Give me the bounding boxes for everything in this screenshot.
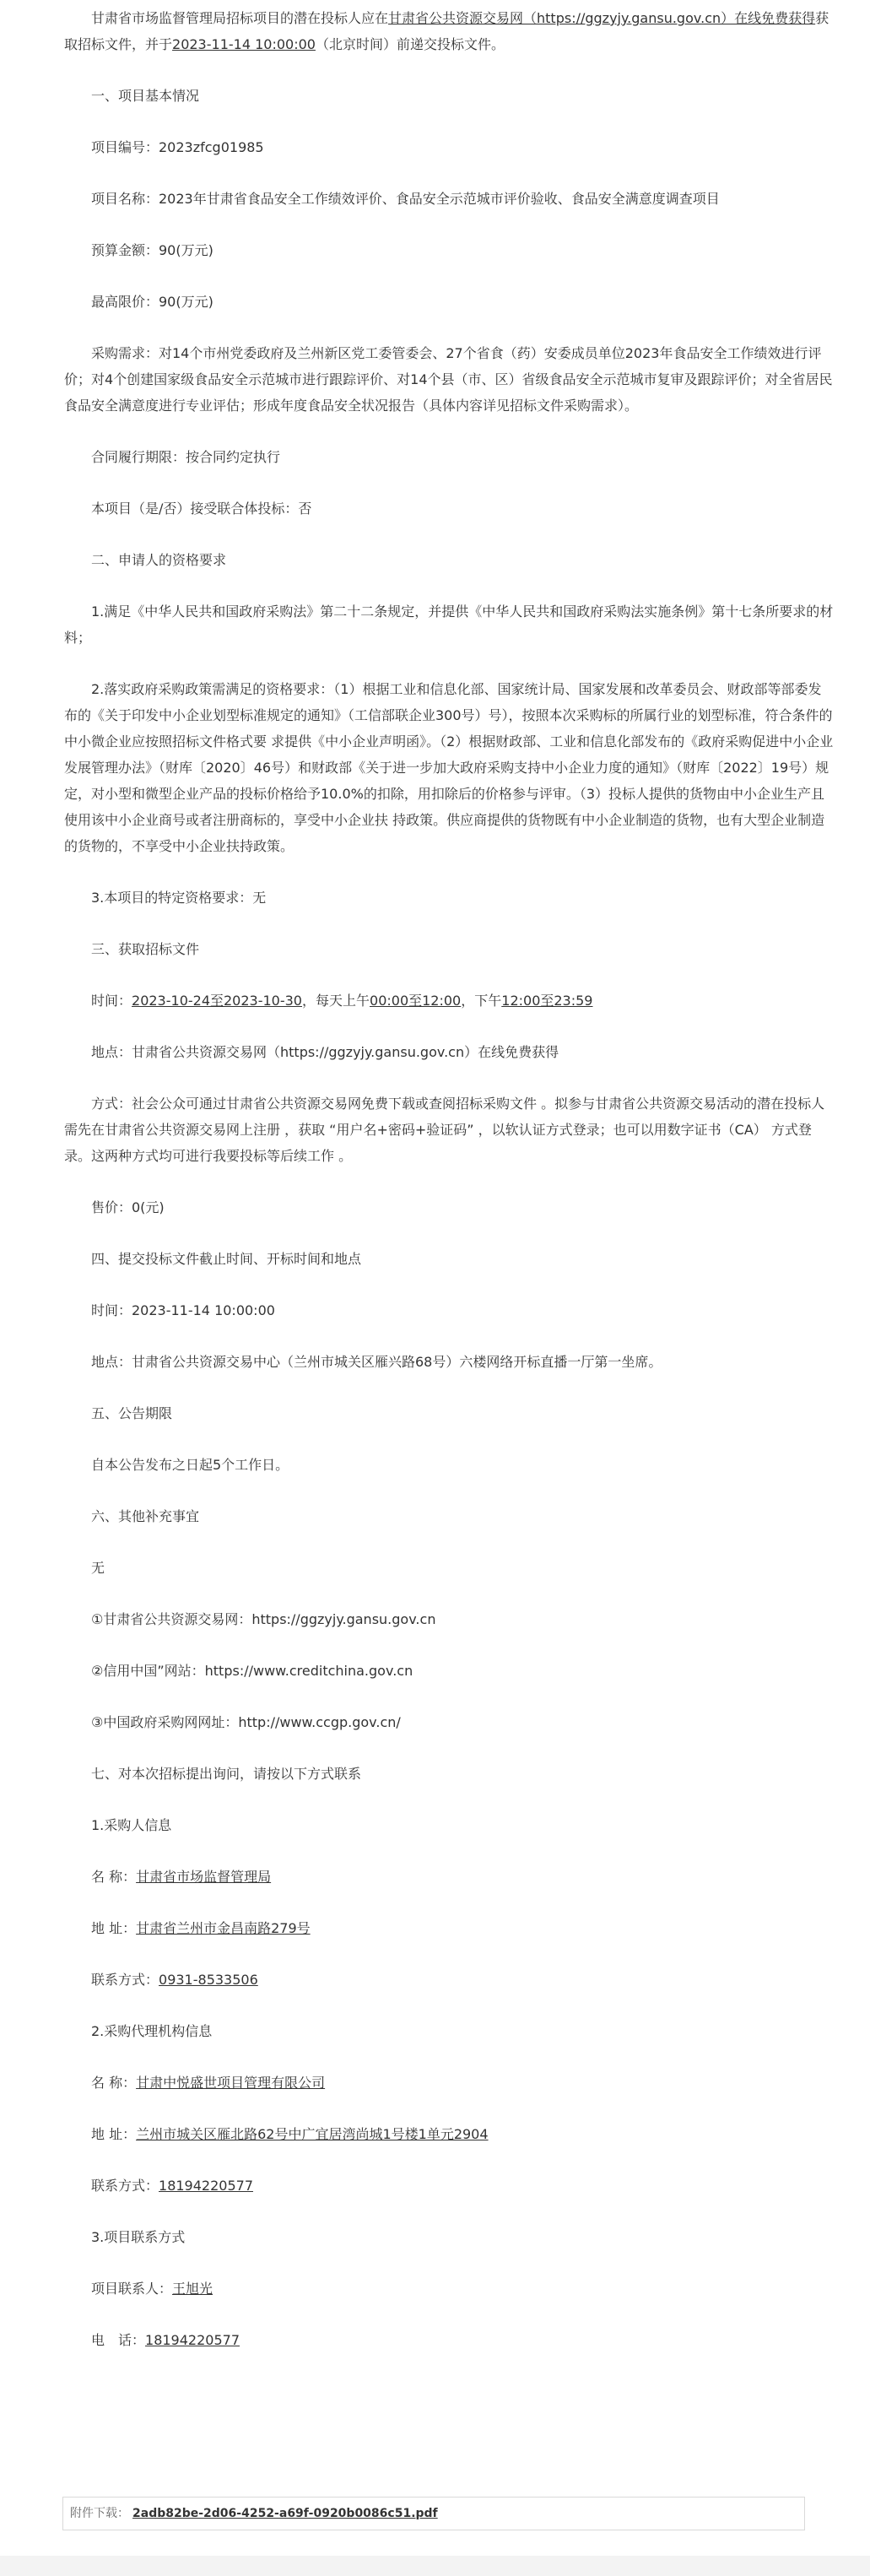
agent-name-value: 甘肃中悦盛世项目管理有限公司 <box>136 2075 326 2091</box>
section-heading-1: 一、项目基本情况 <box>91 88 200 104</box>
contact-person-label: 项目联系人： <box>91 2281 173 2297</box>
project-number: 项目编号：2023zfcg01985 <box>91 139 264 155</box>
max-price: 最高限价：90(万元) <box>91 294 213 310</box>
agent-address-value: 兰州市城关区雁北路62号中广宜居湾尚城1号楼1单元2904 <box>136 2126 489 2142</box>
agent-title: 2.采购代理机构信息 <box>91 2023 213 2039</box>
contact-person <box>64 2276 834 2302</box>
acquire-time <box>64 988 834 1014</box>
agent-name-label: 名 称： <box>91 2075 137 2091</box>
agent-phone <box>64 2173 834 2199</box>
budget-amount: 预算金额：90(万元) <box>91 242 213 258</box>
acquire-method: 方式：社会公众可通过甘肃省公共资源交易网免费下载或查阅招标采购文件 。拟参与甘肃省公共资源交易活动的潜在投标人需先在甘肃省公共资源交易网上注册 ，获取 “用户名+密码+验证码” ，以软认证方式登录；也可以用数字证书（CA） 方式登录。这两种方式均可进行我要投标等后续工作 。 <box>64 1096 825 1164</box>
buyer-address <box>64 1915 834 1941</box>
section-heading-5: 五、公告期限 <box>91 1405 173 1421</box>
buyer-phone-value: 0931-8533506 <box>159 1972 258 1988</box>
buyer-name-label: 名 称： <box>91 1869 137 1885</box>
qualification-item-3: 3.本项目的特定资格要求：无 <box>91 890 267 906</box>
intro-text-2: 获取招标文件，并于 <box>64 10 829 52</box>
buyer-phone <box>64 1967 834 1993</box>
joint-bid: 本项目（是/否）接受联合体投标：否 <box>91 501 312 517</box>
contact-person-value: 王旭光 <box>172 2281 213 2297</box>
notice-period: 自本公告发布之日起5个工作日。 <box>91 1457 289 1473</box>
acquire-place: 地点：甘肃省公共资源交易网（https://ggzyjy.gansu.gov.cn）在线免费获得 <box>91 1044 559 1060</box>
reference-link-3[interactable]: ③中国政府采购网网址：http://www.ccgp.gov.cn/ <box>91 1714 401 1730</box>
contact-phone <box>64 2327 834 2353</box>
section-heading-4: 四、提交投标文件截止时间、开标时间和地点 <box>91 1251 362 1267</box>
contact-phone-value: 18194220577 <box>145 2332 240 2348</box>
attachment-box <box>62 2497 805 2530</box>
acquire-am-hours: 00:00至12:00 <box>370 993 462 1009</box>
gansu-trade-site-link[interactable]: 甘肃省公共资源交易网（https://ggzyjy.gansu.gov.cn）在线免费获得 <box>388 10 816 26</box>
acquire-date-range: 2023-10-24至2023-10-30 <box>132 993 302 1009</box>
section-heading-6: 六、其他补充事宜 <box>91 1508 200 1524</box>
acquire-pm-hours: 12:00至23:59 <box>501 993 593 1009</box>
contract-term: 合同履行期限：按合同约定执行 <box>91 449 281 465</box>
attachment-download-link[interactable]: 2adb82be-2d06-4252-a69f-0920b0086c51.pdf <box>132 2506 438 2520</box>
acquire-time-label: 时间： <box>91 993 132 1009</box>
agent-phone-value: 18194220577 <box>159 2178 253 2194</box>
agent-address-label: 地 址： <box>91 2126 137 2142</box>
reference-link-1[interactable]: ①甘肃省公共资源交易网：https://ggzyjy.gansu.gov.cn <box>91 1611 436 1627</box>
project-name: 项目名称：2023年甘肃省食品安全工作绩效评价、食品安全示范城市评价验收、食品安全满意度调查项目 <box>91 191 720 207</box>
qualification-item-1: 1.满足《中华人民共和国政府采购法》第二十二条规定，并提供《中华人民共和国政府采购法实施条例》第十七条所要求的材料； <box>64 603 834 646</box>
supplement-none: 无 <box>91 1560 105 1576</box>
intro-paragraph <box>64 5 834 57</box>
acquire-time-text-2: ，下午 <box>461 993 502 1009</box>
attachment-label: 附件下载： <box>70 2506 129 2520</box>
buyer-name <box>64 1864 834 1890</box>
buyer-title: 1.采购人信息 <box>91 1817 172 1833</box>
section-heading-2: 二、申请人的资格要求 <box>91 552 227 568</box>
qualification-item-2: 2.落实政府采购政策需满足的资格要求：（1）根据工业和信息化部、国家统计局、国家发展和改革委员会、财政部等部委发布的《关于印发中小企业划型标准规定的通知》（工信部联企业300号）号），按照本次采购标的所属行业的划型标准，符合条件的中小微企业应按照招标文件格式要 求提供《中小企业声明函》。（2）根据财政部、工业和信息化部发布的《政府采购促进中小企业发展管理办法》（财库〔2020〕46号）和财政部《关于进一步加大政府采购支持中小企业力度的通知》（财库〔2022〕19号）规定，对小型和微型企业产品的投标价格给予10.0%的扣除，用扣除后的价格参与评审。（3）投标人提供的货物由中小企业生产且使用该中小企业商号或者注册商标的，享受中小企业扶 持政策。供应商提供的货物既有中小企业制造的货物，也有大型企业制造的货物的，不享受中小企业扶持政策。 <box>64 681 834 854</box>
agent-phone-label: 联系方式： <box>91 2178 159 2194</box>
intro-text: 甘肃省市场监督管理局招标项目的潜在投标人应在 <box>91 10 389 26</box>
buyer-address-value: 甘肃省兰州市金昌南路279号 <box>136 1920 311 1936</box>
intro-text-3: （北京时间）前递交投标文件。 <box>315 36 505 52</box>
reference-link-2[interactable]: ②信用中国”网站：https://www.creditchina.gov.cn <box>91 1663 413 1679</box>
document-price: 售价：0(元) <box>91 1199 165 1215</box>
procurement-demand: 采购需求：对14个市州党委政府及兰州新区党工委管委会、27个省食（药）安委成员单位2023年食品安全工作绩效进行评价；对4个创建国家级食品安全示范城市进行跟踪评价、对14个县（市、区）省级食品安全示范城市复审及跟踪评价；对全省居民食品安全满意度进行专业评估；形成年度食品安全状况报告（具体内容详见招标文件采购需求）。 <box>64 345 833 414</box>
buyer-name-value: 甘肃省市场监督管理局 <box>136 1869 272 1885</box>
buyer-phone-label: 联系方式： <box>91 1972 159 1988</box>
section-heading-3: 三、获取招标文件 <box>91 941 200 957</box>
agent-name <box>64 2070 834 2096</box>
submission-time: 时间：2023-11-14 10:00:00 <box>91 1302 275 1318</box>
contact-phone-label: 电 话： <box>91 2332 146 2348</box>
bid-deadline: 2023-11-14 10:00:00 <box>172 36 316 52</box>
buyer-address-label: 地 址： <box>91 1920 137 1936</box>
contact-title: 3.项目联系方式 <box>91 2229 186 2245</box>
agent-address <box>64 2121 834 2147</box>
page-footer-bar <box>0 2556 870 2576</box>
submission-place: 地点：甘肃省公共资源交易中心（兰州市城关区雁兴路68号）六楼网络开标直播一厅第一坐席。 <box>91 1354 662 1370</box>
acquire-time-text: ，每天上午 <box>302 993 370 1009</box>
section-heading-7: 七、对本次招标提出询问，请按以下方式联系 <box>91 1766 362 1782</box>
announcement-body <box>64 0 834 2378</box>
